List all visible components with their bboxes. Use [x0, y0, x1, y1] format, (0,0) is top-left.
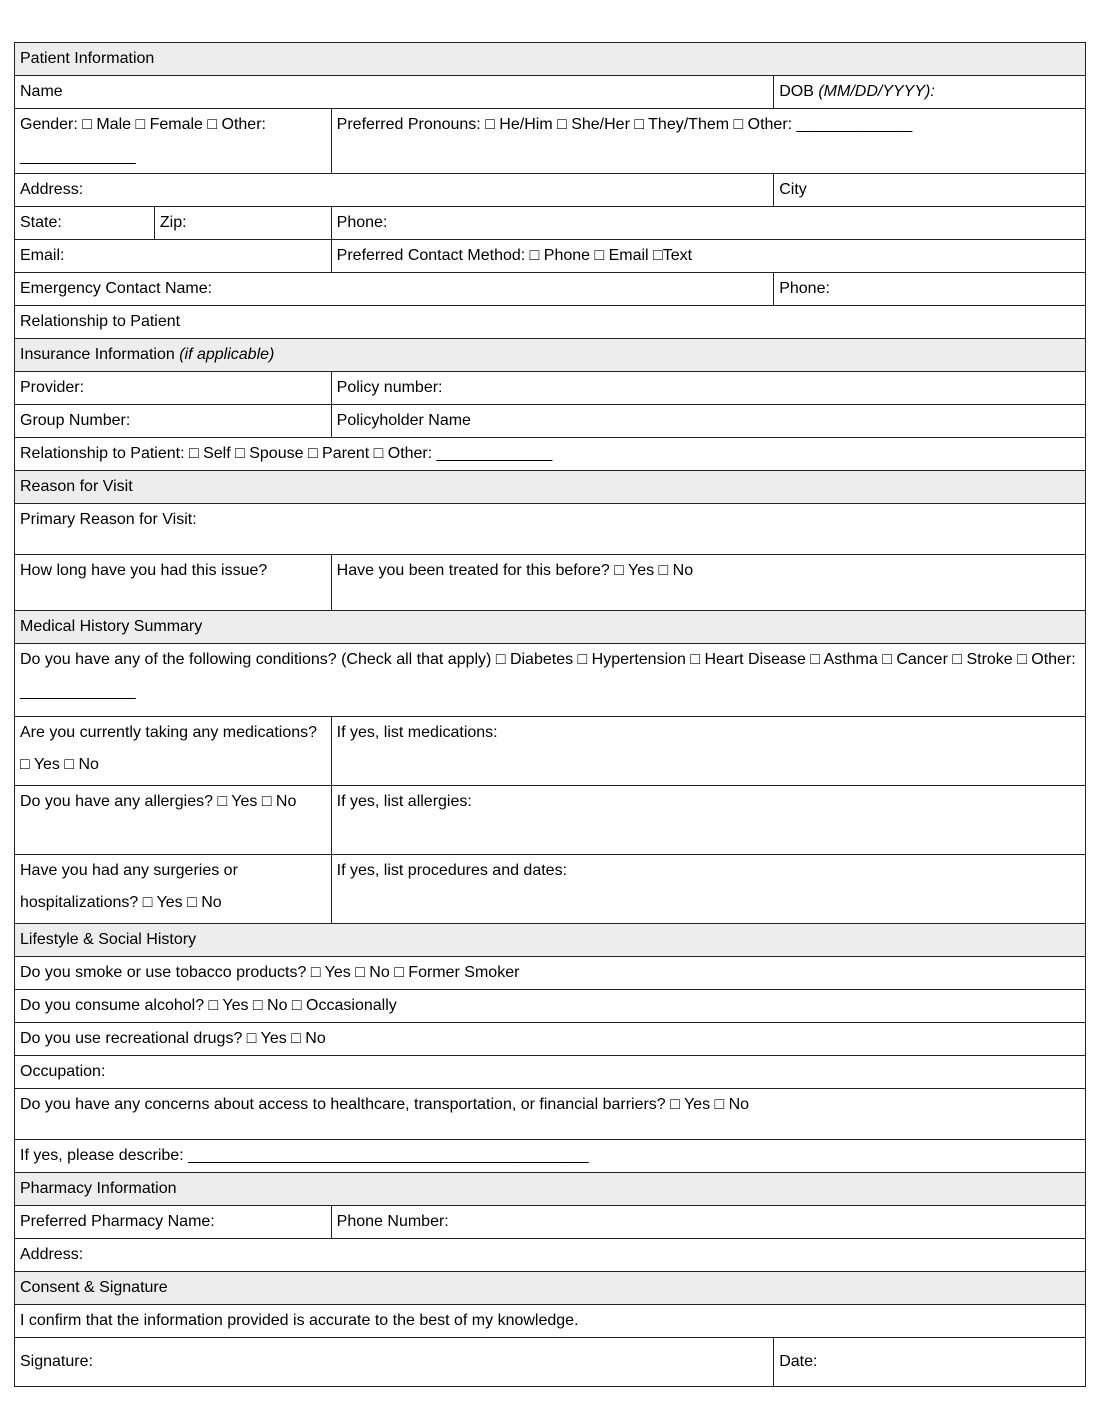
field-phone: Phone:	[331, 207, 1085, 240]
row-provider-policy	[15, 372, 1086, 405]
row-relationship-to-patient	[15, 306, 1086, 339]
dob-format-hint: (MM/DD/YYYY):	[818, 83, 935, 100]
field-surgeries-list: If yes, list procedures and dates:	[331, 855, 1085, 924]
field-insurance-provider: Provider:	[15, 372, 332, 405]
row-allergies	[15, 786, 1086, 855]
field-issue-duration: How long have you had this issue?	[15, 555, 332, 611]
row-group-policyholder	[15, 405, 1086, 438]
field-access-concerns-question: Do you have any concerns about access to healthcare, transportation, or financial barriers? □ Yes □ No	[15, 1089, 1086, 1140]
row-state-zip-phone	[15, 207, 1086, 240]
field-dob	[774, 76, 1086, 109]
row-smoking	[15, 957, 1086, 990]
row-access-concerns	[15, 1089, 1086, 1140]
field-pharmacy-address: Address:	[15, 1239, 1086, 1272]
row-insurance-relationship	[15, 438, 1086, 471]
field-allergies-question: Do you have any allergies? □ Yes □ No	[15, 786, 332, 855]
row-name-dob	[15, 76, 1086, 109]
row-email-contact-method	[15, 240, 1086, 273]
section-header-medical-history: Medical History Summary	[15, 611, 1086, 644]
field-zip: Zip:	[154, 207, 331, 240]
field-occupation: Occupation:	[15, 1056, 1086, 1089]
field-smoking-question: Do you smoke or use tobacco products? □ Yes □ No □ Former Smoker	[15, 957, 1086, 990]
row-alcohol	[15, 990, 1086, 1023]
field-email: Email:	[15, 240, 332, 273]
row-surgeries	[15, 855, 1086, 924]
section-patient-information	[15, 43, 1086, 76]
dob-label: DOB	[779, 83, 819, 100]
section-header-insurance-information	[15, 339, 1086, 372]
insurance-header-label: Insurance Information	[20, 346, 180, 363]
gender-other-blank: _____________	[20, 148, 136, 165]
field-surgeries-question: Have you had any surgeries or hospitalizations? □ Yes □ No	[15, 855, 332, 924]
field-concerns-describe: If yes, please describe: _____________________________________________	[15, 1140, 1086, 1173]
field-signature: Signature:	[15, 1338, 774, 1387]
field-emergency-contact-name: Emergency Contact Name:	[15, 273, 774, 306]
section-header-lifestyle: Lifestyle & Social History	[15, 924, 1086, 957]
field-city: City	[774, 174, 1086, 207]
row-conditions	[15, 644, 1086, 717]
section-header-reason-for-visit: Reason for Visit	[15, 471, 1086, 504]
row-pharmacy-name-phone	[15, 1206, 1086, 1239]
field-policy-number: Policy number:	[331, 372, 1085, 405]
field-preferred-contact-method: Preferred Contact Method: □ Phone □ Email □Text	[331, 240, 1085, 273]
patient-intake-form	[14, 42, 1086, 1387]
field-alcohol-question: Do you consume alcohol? □ Yes □ No □ Occasionally	[15, 990, 1086, 1023]
field-primary-reason: Primary Reason for Visit:	[15, 504, 1086, 555]
row-gender-pronouns	[15, 109, 1086, 174]
section-header-pharmacy: Pharmacy Information	[15, 1173, 1086, 1206]
field-allergies-list: If yes, list allergies:	[331, 786, 1085, 855]
field-conditions-checklist: Do you have any of the following conditions? (Check all that apply) □ Diabetes □ Hypertension □ Heart Disease □ Asthma □ Cancer □ Stroke □ Other: _____________	[15, 644, 1086, 717]
row-address-city	[15, 174, 1086, 207]
field-insurance-relationship-options: Relationship to Patient: □ Self □ Spouse □ Parent □ Other: _____________	[15, 438, 1086, 471]
field-name: Name	[15, 76, 774, 109]
field-pharmacy-phone: Phone Number:	[331, 1206, 1085, 1239]
row-occupation	[15, 1056, 1086, 1089]
row-issue-duration	[15, 555, 1086, 611]
section-reason-for-visit	[15, 471, 1086, 504]
section-header-patient-information: Patient Information	[15, 43, 1086, 76]
field-address: Address:	[15, 174, 774, 207]
row-emergency-contact	[15, 273, 1086, 306]
row-pharmacy-address	[15, 1239, 1086, 1272]
field-policyholder-name: Policyholder Name	[331, 405, 1085, 438]
field-gender	[15, 109, 332, 174]
row-confirm-statement	[15, 1305, 1086, 1338]
field-emergency-contact-phone: Phone:	[774, 273, 1086, 306]
field-medications-list: If yes, list medications:	[331, 717, 1085, 786]
row-primary-reason	[15, 504, 1086, 555]
section-lifestyle-social-history	[15, 924, 1086, 957]
section-insurance-information	[15, 339, 1086, 372]
field-treated-before: Have you been treated for this before? □ Yes □ No	[331, 555, 1085, 611]
field-medications-question: Are you currently taking any medications? □ Yes □ No	[15, 717, 332, 786]
field-relationship-to-patient: Relationship to Patient	[15, 306, 1086, 339]
field-group-number: Group Number:	[15, 405, 332, 438]
row-medications	[15, 717, 1086, 786]
gender-options: Gender: □ Male □ Female □ Other:	[20, 116, 266, 133]
field-drugs-question: Do you use recreational drugs? □ Yes □ No	[15, 1023, 1086, 1056]
field-date: Date:	[774, 1338, 1086, 1387]
row-recreational-drugs	[15, 1023, 1086, 1056]
section-consent-signature	[15, 1272, 1086, 1305]
row-concerns-describe	[15, 1140, 1086, 1173]
section-pharmacy-information	[15, 1173, 1086, 1206]
section-medical-history	[15, 611, 1086, 644]
field-state: State:	[15, 207, 155, 240]
section-header-consent: Consent & Signature	[15, 1272, 1086, 1305]
insurance-header-note: (if applicable)	[179, 346, 275, 363]
row-signature-date	[15, 1338, 1086, 1387]
field-confirm-statement: I confirm that the information provided is accurate to the best of my knowledge.	[15, 1305, 1086, 1338]
field-preferred-pronouns: Preferred Pronouns: □ He/Him □ She/Her □ They/Them □ Other: _____________	[331, 109, 1085, 174]
field-pharmacy-name: Preferred Pharmacy Name:	[15, 1206, 332, 1239]
